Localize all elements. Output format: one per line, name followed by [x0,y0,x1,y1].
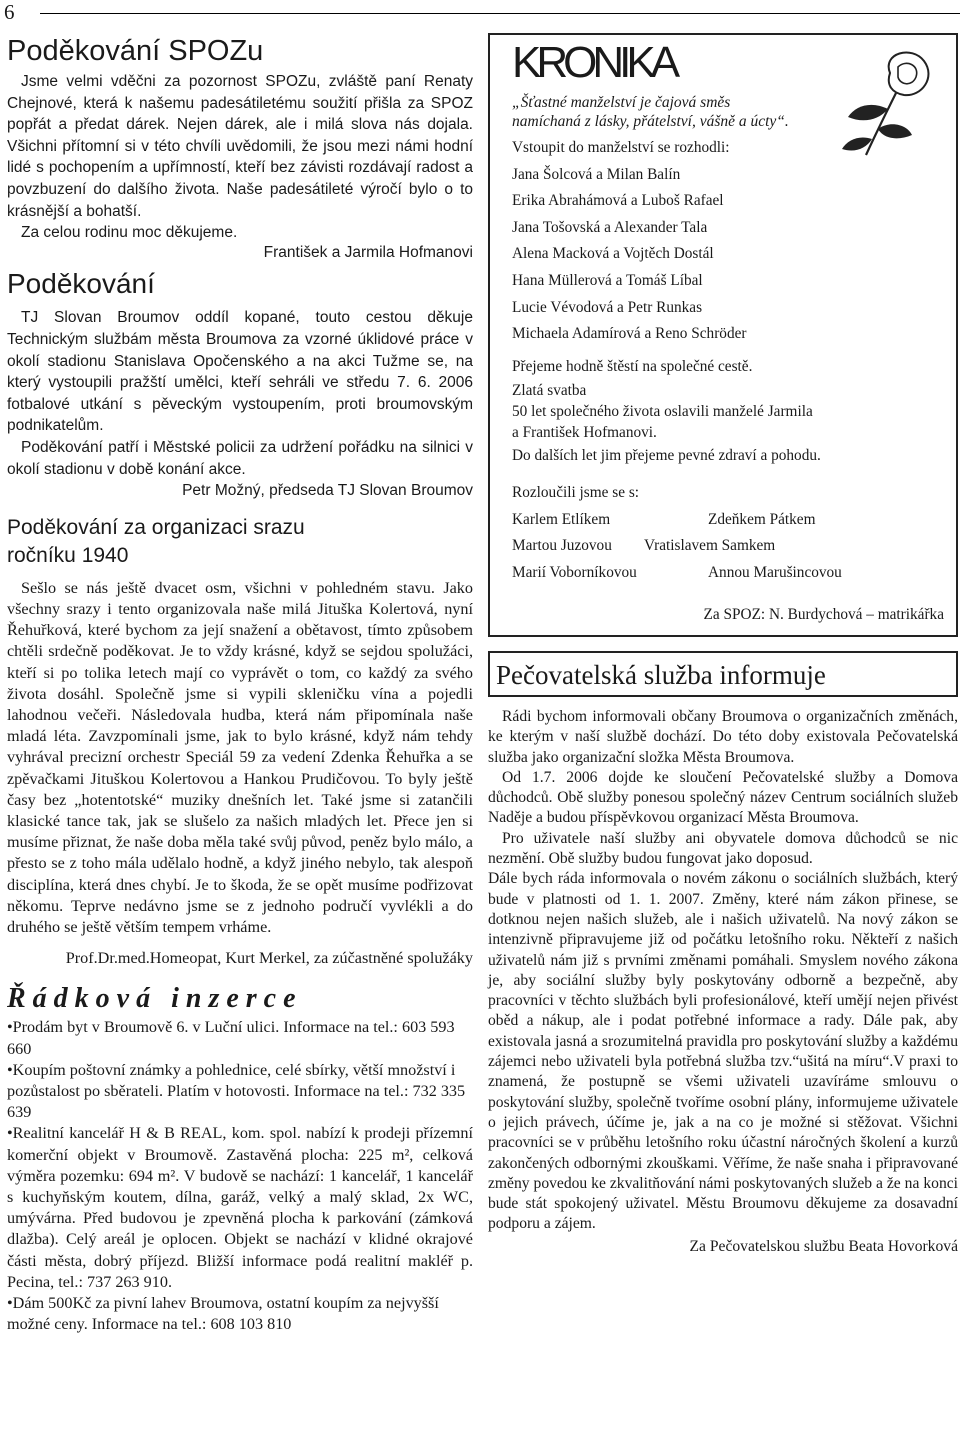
ad-item-1: •Prodám byt v Broumově 6. v Luční ulici. Informace na tel.: 603 593 660 [7,1018,455,1058]
kronika-quote-line-1: „Šťastné manželství je čajová směs [512,94,731,111]
couple-1: Jana Šolcová a Milan Balín [512,165,681,183]
pecovatelska-heading-box [488,651,958,697]
left-column [7,33,473,1335]
kronika-quote-line-2: namíchaná z lásky, přátelství, vášně a úcty“. [512,113,789,130]
farewell-name: Vratislavem Samkem [644,537,776,555]
spoz-heading: Poděkování SPOZu [7,35,264,67]
kronika-signature: Za SPOZ: N. Burdychová – matrikářka [703,606,944,624]
sraz-heading: Poděkování za organizaci srazu ročníku 1940 [7,515,305,567]
spoz-text: Jsme velmi vděčni za pozornost SPOZu, zvláště paní Renaty Chejnové, která k našemu padesátiletému soužití přišla za SPOZ popřát a předat dárek. Nejen dárek, ale i milá slova nás dojala. Všichni přítomní si v této chvíli uvědomili, že jsou mezi námi hodní lidé s pochopením a upřímností, kteří bez závisti rozdávají radost a povzbuzení do dalšího života. Naše padesátileté výročí bylo o to krásnější a bohatší. [7,73,473,220]
couple-2: Erika Abrahámová a Luboš Rafael [512,192,724,210]
podekovani-heading: Poděkování [7,268,155,300]
couple-7: Michaela Adamírová a Reno Schröder [512,325,747,343]
gold-wedding-title: Zlatá svatba [512,382,587,400]
spoz-signature: František a Jarmila Hofmanovi [263,243,473,261]
farewell-name: Annou Marušincovou [708,563,842,581]
couple-3: Jana Tošovská a Alexander Tala [512,218,708,236]
ad-item-3: •Realitní kancelář H & B REAL, kom. spol. nabízí k prodeji přízemní komerční objekt v Broumově. Zastavěná plocha: 225 m², celková výměra pozemku: 694 m². V budově se nachází: 1 kancelář, 1 kancelář s kuchyňským koutem, dílna, garáž, velký a malý sklad, 2x WC, umývárna. Před budovou je zpevněná plocha k parkování (zámková dlažba). Celý areál je oplocen. Objekt se nachází v klidné okrajové části města, dobrý příjezd. Bližší informace podá realitní makléř p. Pecina, tel.: 737 263 910. [7,1124,473,1291]
gold-wedding-wish: Do dalších let jim přejeme pevné zdraví a pohodu. [512,447,821,465]
ad-item-4: •Dám 500Kč za pivní lahev Broumova, ostatní koupím za nejvyšší možné ceny. Informace na tel.: 608 103 810 [7,1293,439,1334]
pecovatelska-article [488,707,958,1257]
right-column [488,33,958,1257]
couple-6: Lucie Vévodová a Petr Runkas [512,298,703,316]
pecovatelska-heading: Pečovatelská služba informuje [496,660,826,690]
farewell-row-1 [512,507,956,534]
pecovatelska-text-3: Pro uživatele naší služby ani obyvatele domova důchodců se nic nezmění. Obě služby budou fungovat jako doposud. [488,829,958,868]
marriage-heading: Vstoupit do manželství se rozhodli: [512,139,730,156]
header-rule [40,13,960,14]
farewell-name: Zdeňkem Pátkem [708,510,816,528]
couple-5: Hana Müllerová a Tomáš Líbal [512,271,703,289]
pecovatelska-text-1: Rádi bychom informovali občany Broumova o organizačních změnách, ke kterým v naší službě dochází. Do této doby existovala Pečovatelská služba jako organizační složka Města Broumova. [488,708,958,766]
pecovatelska-text-4: Dále bych ráda informovala o novém zákonu o sociálních službách, který bude v platnosti od 1. 1. 2007. Změny, které nám zákon přinese, se dotknou nejen našich služeb, ale i našich uživatelů. Na nový zákon se intenzivně připravujeme již od počátku letošního roku. Někteří z našich uživatelů nám již s prvními změnami pomáhali. Smyslem nového zákona je, aby sociální služby byly poskytovány odborně a bezpečně, aby pracovníci v těchto službách byli profesionálové, kteří umějí nejen přivést oběd a nákup, ale i podat potřebné informace a rady. Dále pak, aby existovala jasná a srozumitelná pravidla pro poskytování služby a každému zájemci nebo uživateli byla potřebná služba tzv.“ušitá na míru“.V praxi to znamená, že postupně se všemi uživateli uzavíráme smlouvu o poskytování služby, společně tvoříme osobní plány, informujeme uživatele o jejich právech, účíme je, jak a na co je možné si stěžovat. Všichni pracovníci se v průběhu letošního roku účastní náročných školení a kurzů zakončených odbornými zkouškami. Věříme, že naše snaha i připravované změny povedou ke zkvalitňování námi poskytovaných služeb a že na konci bude stát spokojený uživatel. Městu Broumovu děkujeme za dosavadní podporu a zájem. [488,870,958,1233]
podekovani-signature: Petr Možný, předseda TJ Slovan Broumov [182,482,473,500]
farewell-name: Karlem Etlíkem [512,510,611,528]
gold-wedding-text-2: a František Hofmanovi. [512,424,657,442]
kronika-heading: KRONIKA [512,38,676,87]
farewell-heading: Rozloučili jsme se s: [512,483,640,501]
ad-item-2: •Koupím poštovní známky a pohlednice, celé sbírky, větší množství i pozůstalost po sběrateli. Platím v hotovosti. Informace na tel.: 732 335 639 [7,1060,466,1122]
podekovani-text-2: Poděkování patří i Městské policii za udržení pořádku na silnici v okolí stadionu v době konání akce. [7,438,473,478]
couple-4: Alena Macková a Vojtěch Dostál [512,245,714,263]
podekovani-text-1: TJ Slovan Broumov oddíl kopané, touto cestou děkuje Technickým službám města Broumova za vzorné úklidové práce v okolí stadionu Stanislava Opočenského a na akci Tužme se, na který vystoupili pražští umělci, kteří sehráli ve středu 7. 6. 2006 fotbalové utkání s pěveckým vystoupením, proti broumovským podnikatelům. [7,309,473,435]
gold-wedding-text-1: 50 let společného života oslavili manželé Jarmila [512,403,813,421]
farewell-row-3 [512,560,956,587]
farewell-row-2 [512,533,956,560]
spoz-thanks: Za celou rodinu moc děkujeme. [21,224,238,242]
farewell-name: Martou Juzovou [512,537,612,555]
marriage-wish: Přejeme hodně štěstí na společné cestě. [512,357,753,375]
pecovatelska-signature: Za Pečovatelskou službu Beata Hovorková [689,1237,958,1255]
page-number: 6 [4,0,15,24]
rose-icon [812,43,942,163]
pecovatelska-text-2: Od 1.7. 2006 dojde ke sloučení Pečovatelské služby a Domova důchodců. Obě služby ponesou společný název Centrum sociálních služeb Naděje a budou příspěvkovou organizací Města Broumova. [488,768,958,827]
sraz-text: Sešlo se nás ještě dvacet osm, všichni v pohledném stavu. Jako všechny srazy i tento organizovala naše milá Jituška Kolertová, nyní Řehuřková, které bychom za její snažení a obětavost, tímto způsobem chtěli srdečně poděkovat. Je to vždy krásné, když se sejdou spolužáci, kteří si po tolika letech mají co vyprávět o tom, co každý za svého života dosáhl. Společně jsme si vypili skleničku vína a pojedli lahodnou večeři. Následovala hudba, která nám připomínala naše mladá léta. Zavzpomínali jsme, jak to bylo krásné, když nám tehdy vyhrával precizní orchestr Speciál 59 za vedení Zdenka Řehuřka a se zpěvačkami Jituškou Kolertovou a Hankou Prudičovou. To byly ještě časy bez „hotentotské“ muziky dnešních let. Také jsme si zatančili klasické tance tak, jak se slušelo za našich mladých let. Přece jen si musíme přiznat, že naše doba měla také svůj původ, peněz bylo málo, a přesto se z toho mála udělalo hodně, a když jiného nebylo, tak alespoň disciplína, která dnes chybí. Je to škoda, že se opět musíme podřizovat někomu. Teprve nedávno jsme se z jednoho područí vyvlékli a do druhého se ještě větším tempem vrháme. [7,578,473,936]
inzerce-heading: Řádková inzerce [7,983,303,1015]
sraz-signature: Prof.Dr.med.Homeopat, Kurt Merkel, za zúčastněné spolužáky [65,949,473,968]
farewell-name: Marií Voborníkovou [512,563,637,581]
kronika-box [488,33,958,637]
